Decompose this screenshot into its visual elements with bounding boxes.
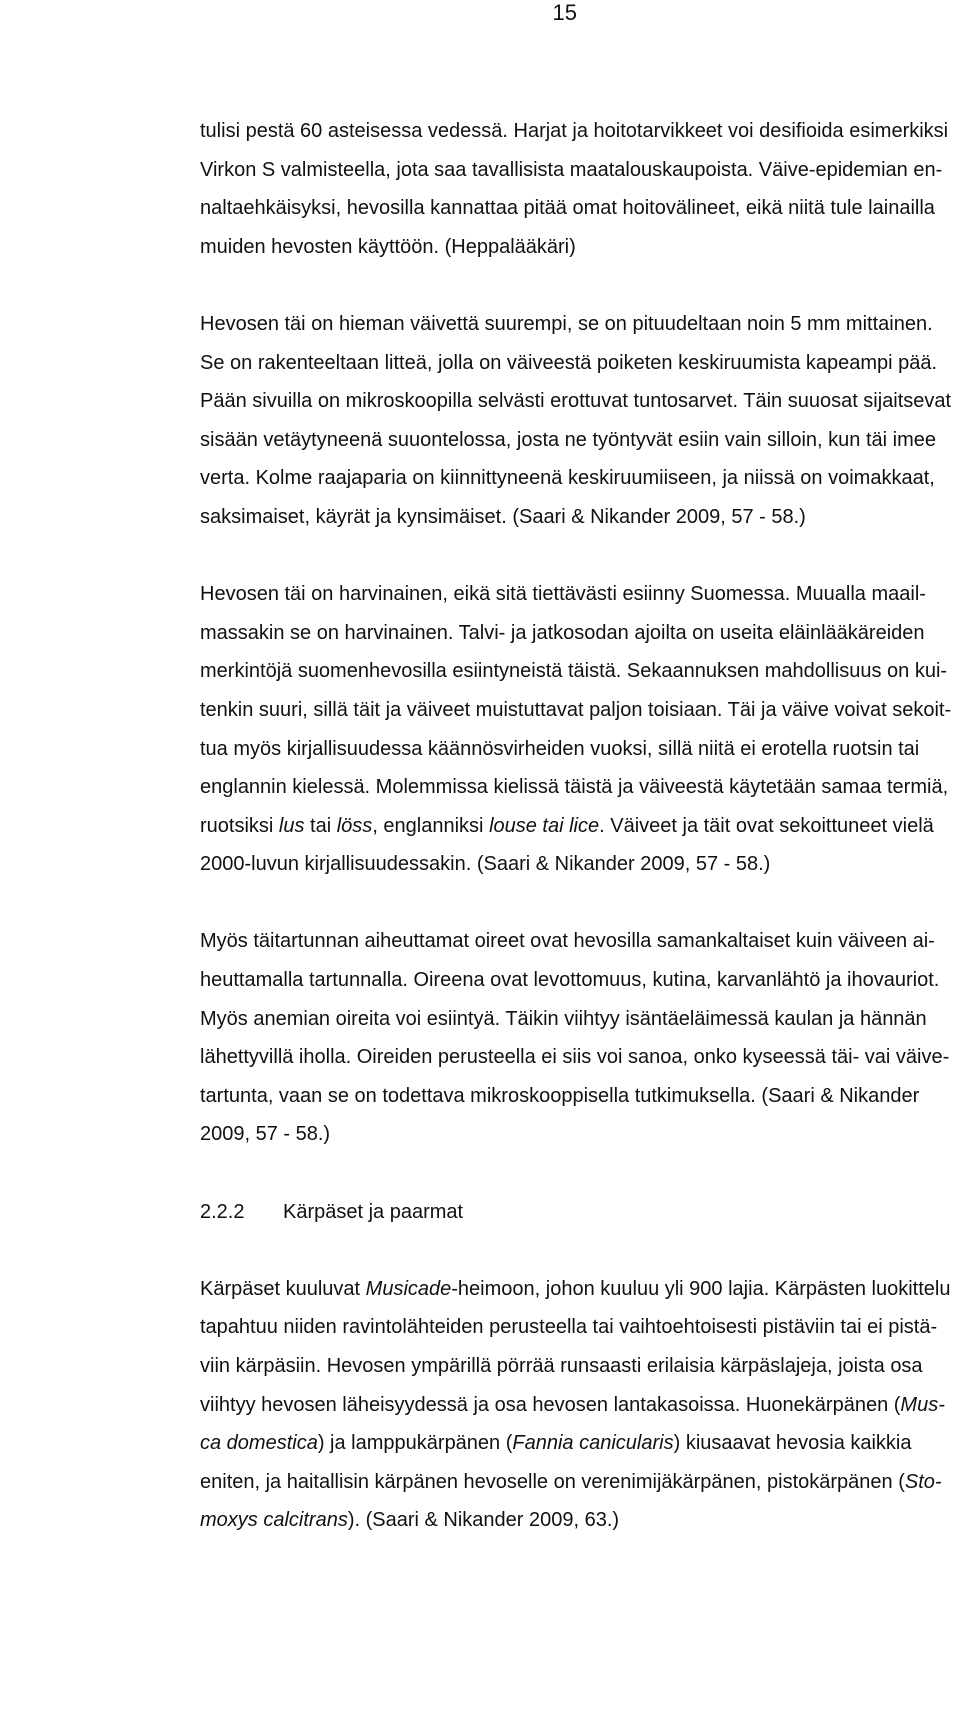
text-line: sisään vetäytyneenä suuontelossa, josta ne työntyvät esiin vain silloin, kun täi imee (200, 428, 936, 451)
text-line: moxys calcitrans). (Saari & Nikander 2009, 63.) (200, 1509, 620, 1532)
section-title: Kärpäset ja paarmat (283, 1200, 464, 1223)
text-line: heuttamalla tartunnalla. Oireena ovat levottomuus, kutina, karvanlähtö ja ihovauriot. (200, 969, 940, 992)
text-line: 2009, 57 - 58.) (200, 1123, 331, 1146)
section-number: 2.2.2 (200, 1200, 245, 1223)
document-body (200, 112, 952, 1540)
text-line: englannin kielessä. Molemmissa kielissä täistä ja väiveestä käytetään samaa termiä, (200, 776, 949, 799)
text-line: ruotsiksi lus tai löss, englanniksi louse tai lice. Väiveet ja täit ovat sekoittuneet vielä (200, 814, 934, 837)
text-line: viihtyy hevosen läheisyydessä ja osa hevosen lantakasoissa. Huonekärpänen (Mus- (200, 1393, 945, 1416)
text-line: 2000-luvun kirjallisuudessakin. (Saari & Nikander 2009, 57 - 58.) (200, 853, 771, 876)
italic-term: Fannia canicularis (512, 1432, 674, 1455)
text-line: tapahtuu niiden ravintolähteiden perusteella tai vaihtoehtoisesti pistäviin tai ei pistä- (200, 1316, 938, 1339)
text-line: naltaehkäisyksi, hevosilla kannattaa pitää omat hoitovälineet, eikä niitä tule lainailla (200, 197, 935, 220)
italic-term: moxys calcitrans (200, 1509, 348, 1532)
text-line: verta. Kolme raajaparia on kiinnittyneenä keskiruumiiseen, ja niissä on voimakkaat, (200, 467, 935, 490)
italic-term: Mus- (900, 1393, 945, 1416)
text-line: Myös anemian oireita voi esiintyä. Täikin viihtyy isäntäeläimessä kaulan ja hännän (200, 1007, 927, 1030)
text-line: Hevosen täi on hieman väivettä suurempi, se on pituudeltaan noin 5 mm mittainen. (200, 312, 933, 335)
text-line: Se on rakenteeltaan litteä, jolla on väiveestä poiketen keskiruumista kapeampi pää. (200, 351, 938, 374)
text-line: tenkin suuri, sillä täit ja väiveet muistuttavat paljon toisiaan. Täi ja väive voivat sekoit- (200, 698, 952, 721)
text-line: Kärpäset kuuluvat Musicade-heimoon, johon kuuluu yli 900 lajia. Kärpästen luokittelu (200, 1277, 951, 1300)
text-line: Hevosen täi on harvinainen, eikä sitä tiettävästi esiinny Suomessa. Muualla maail- (200, 583, 926, 606)
text-line: eniten, ja haitallisin kärpänen hevoselle on verenimijäkärpänen, pistokärpänen (Sto- (200, 1470, 942, 1493)
text-line: merkintöjä suomenhevosilla esiintyneistä täistä. Sekaannuksen mahdollisuus on kui- (200, 660, 948, 683)
italic-term: Musicade (365, 1277, 452, 1300)
italic-term: lus (278, 814, 305, 837)
italic-term: löss (336, 814, 373, 837)
italic-term: louse tai lice (489, 814, 600, 837)
text-line: Myös täitartunnan aiheuttamat oireet ovat hevosilla samankaltaiset kuin väiveen ai- (200, 930, 935, 953)
paragraph-symptoms (200, 922, 950, 1154)
page-number: 15 (552, 0, 577, 25)
italic-term: ca domestica (200, 1432, 318, 1455)
italic-term: Sto- (904, 1470, 942, 1493)
text-line: tua myös kirjallisuudessa käännösvirheiden vuoksi, sillä niitä ei erotella ruotsin tai (200, 737, 920, 760)
text-line: muiden hevosten käyttöön. (Heppalääkäri) (200, 235, 576, 258)
text-line: Virkon S valmisteella, jota saa tavallisista maatalouskaupoista. Väive-epidemian en- (200, 158, 943, 181)
text-line: tulisi pestä 60 asteisessa vedessä. Harjat ja hoitotarvikkeet voi desifioida esimerkiksi (200, 120, 949, 142)
text-line: viin kärpäsiin. Hevosen ympärillä pörrää runsaasti erilaisia kärpäslajeja, joista osa (200, 1355, 923, 1377)
text-line: massakin se on harvinainen. Talvi- ja jatkosodan ajoilta on useita eläinlääkäreiden (200, 621, 925, 644)
paragraph-cleaning (200, 112, 949, 266)
paragraph-flies (200, 1270, 951, 1540)
paragraph-louse-rarity (200, 575, 952, 884)
paragraph-louse-description (200, 305, 952, 537)
text-line: lähettyvillä iholla. Oireiden perusteella ei siis voi sanoa, onko kyseessä täi- vai väive- (200, 1046, 950, 1069)
text-line: Pään sivuilla on mikroskoopilla selvästi erottuvat tuntosarvet. Täin suuosat sijaitsevat (200, 390, 952, 413)
text-line: ca domestica) ja lamppukärpänen (Fannia canicularis) kiusaavat hevosia kaikkia (200, 1432, 912, 1455)
text-line: tartunta, vaan se on todettava mikroskooppisella tutkimuksella. (Saari & Nikander (200, 1084, 920, 1107)
text-line: saksimaiset, käyrät ja kynsimäiset. (Saari & Nikander 2009, 57 - 58.) (200, 505, 806, 528)
section-heading (200, 1193, 920, 1232)
